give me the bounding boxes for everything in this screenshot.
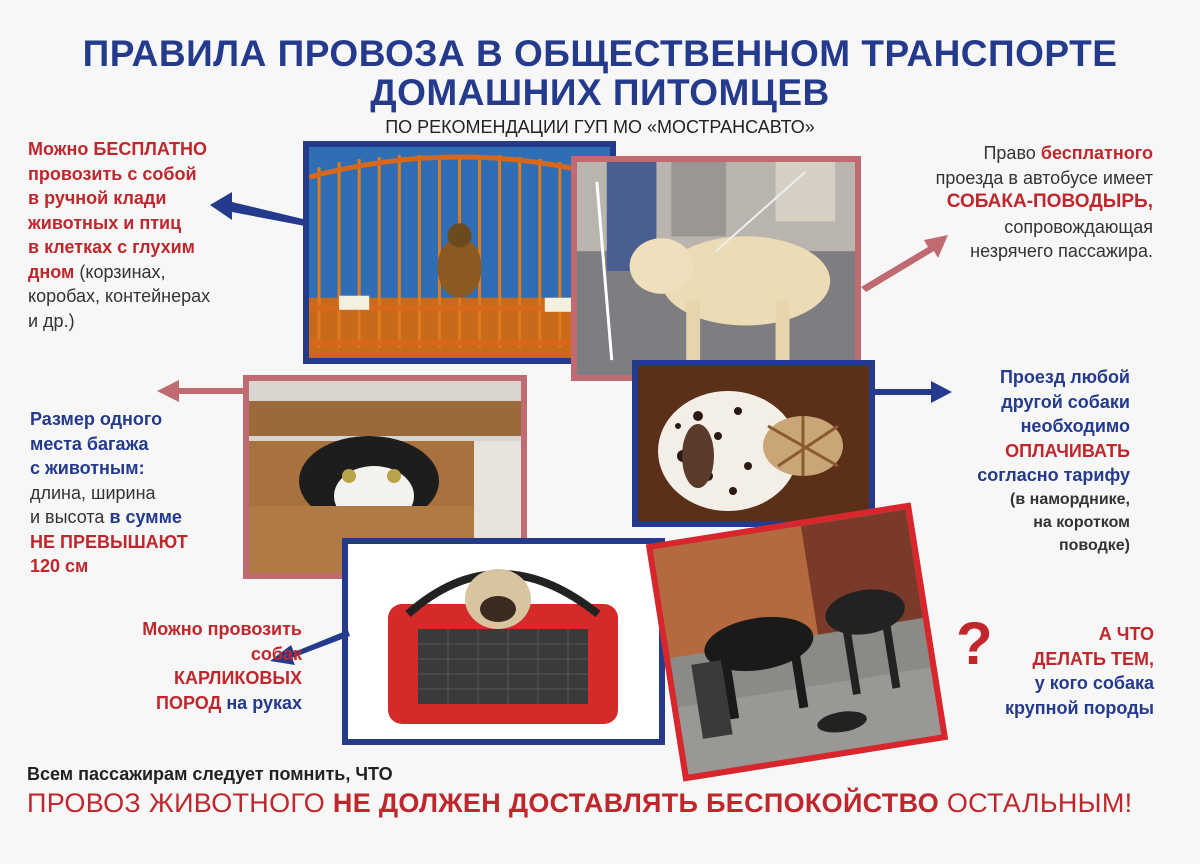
guide-line-3: проезда в автобусе имеет [935, 167, 1153, 188]
large-line-3: у кого собака [1034, 673, 1154, 693]
photo-dalmatian-muzzle [632, 360, 875, 527]
cage-line-7: (корзинах, [74, 261, 166, 282]
text-block-size [30, 407, 240, 579]
guide-line-5: сопровождающая [1004, 216, 1153, 237]
paid-line-3: необходимо [1020, 416, 1130, 436]
cage-line-1: Можно БЕСПЛАТНО [28, 139, 207, 159]
size-line-2: места багажа [30, 433, 149, 454]
paid-line-2: другой собаки [1001, 391, 1130, 412]
paid-line-1: Проезд любой [999, 367, 1130, 387]
size-line-4: длина, ширина [30, 482, 156, 503]
size-line-8: 120 см [30, 556, 89, 576]
cage-line-5: в клетках с глухим [28, 237, 195, 257]
cage-line-8: коробах, контейнерах [28, 286, 211, 306]
photo-pug-carrier [342, 538, 665, 745]
large-line-4: крупной породы [1004, 697, 1154, 718]
cage-line-4: животных и птиц [28, 212, 182, 233]
paid-line-6: (в наморднике, [1010, 490, 1130, 508]
cage-line-6: дном [28, 261, 75, 282]
paid-line-5: согласно тарифу [977, 465, 1130, 485]
cage-line-2: провозить с собой [28, 163, 197, 184]
text-block-large [960, 622, 1154, 720]
size-line-7: НЕ ПРЕВЫШАЮТ [30, 531, 188, 552]
guide-line-1: Право [983, 143, 1041, 163]
text-block-cage [28, 137, 288, 333]
text-block-guide [860, 141, 1153, 264]
text-block-small [30, 617, 302, 715]
guide-line-6: незрячего пассажира. [970, 241, 1153, 261]
small-line-3: КАРЛИКОВЫХ [173, 668, 302, 688]
size-line-1: Размер одного [30, 409, 163, 429]
large-line-1: А ЧТО [1098, 624, 1154, 644]
small-line-5: на руках [221, 692, 302, 713]
footer-line-2a: ПРОВОЗ ЖИВОТНОГО [27, 788, 333, 818]
photo-bird-cage [303, 141, 616, 364]
guide-line-4: СОБАКА-ПОВОДЫРЬ, [946, 191, 1153, 212]
cage-line-3: в ручной клади [28, 188, 167, 208]
size-line-6: в сумме [109, 507, 182, 527]
size-line-3: с животным: [30, 458, 145, 478]
footer-line-2b: НЕ ДОЛЖЕН ДОСТАВЛЯТЬ БЕСПОКОЙСТВО [332, 788, 940, 818]
small-line-4: ПОРОД [156, 692, 222, 713]
footer-line-2c: ОСТАЛЬНЫМ! [939, 788, 1133, 818]
paid-line-4: ОПЛАЧИВАТЬ [1005, 440, 1130, 461]
subtitle: ПО РЕКОМЕНДАЦИИ ГУП МО «МОСТРАНСАВТО» [385, 117, 815, 137]
question-mark-icon: ? [956, 610, 993, 677]
large-line-2: ДЕЛАТЬ ТЕМ, [1032, 648, 1154, 669]
paid-line-7: на коротком [1033, 513, 1130, 531]
guide-line-2: бесплатного [1040, 143, 1153, 163]
footer-line-1: Всем пассажирам следует помнить, ЧТО [27, 764, 393, 784]
arrow-left-size [157, 379, 247, 403]
title-line-1: ПРАВИЛА ПРОВОЗА В ОБЩЕСТВЕННОМ ТРАНСПОРТЕ [82, 33, 1118, 74]
small-line-2: собак [250, 643, 302, 664]
footer-line-2 [27, 788, 1132, 819]
title-line-2: ДОМАШНИХ ПИТОМЦЕВ [370, 72, 830, 113]
photo-guide-dog [571, 156, 861, 381]
text-block-paid [900, 365, 1130, 557]
cage-line-9: и др.) [28, 310, 75, 331]
paid-line-8: поводке) [1058, 536, 1130, 554]
size-line-5: и высота [30, 507, 110, 527]
small-line-1: Можно провозить [142, 619, 302, 639]
